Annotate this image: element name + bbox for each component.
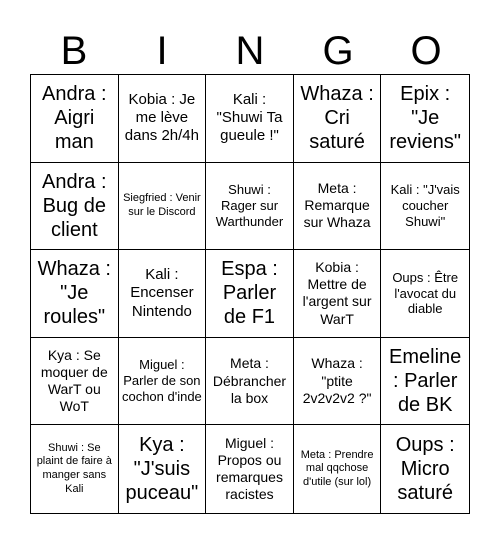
cell-text: Meta : Remarque sur Whaza (303, 180, 371, 231)
cell-text: Espa : Parler de F1 (221, 258, 278, 329)
header-letter-i: I (156, 29, 168, 73)
cell-text: Meta : Débrancher la box (212, 355, 287, 406)
bingo-cell[interactable] (294, 75, 382, 163)
cell-text: Emeline : Parler de BK (389, 346, 462, 417)
bingo-cell[interactable] (31, 75, 119, 163)
bingo-cell[interactable] (119, 163, 207, 251)
bingo-cell[interactable] (119, 425, 207, 513)
cell-text: Andra : Aigri man (42, 83, 107, 154)
bingo-cell[interactable] (381, 425, 469, 513)
bingo-cell[interactable] (381, 163, 469, 251)
bingo-cell[interactable] (206, 425, 294, 513)
cell-text: Kali : "J'vais coucher Shuwi" (390, 182, 460, 229)
cell-text: Epix : "Je reviens" (389, 83, 461, 154)
cell-text: Kya : Se moquer de WarT ou WoT (40, 346, 108, 415)
cell-text: Kobia : Je me lève dans 2h/4h (124, 90, 199, 145)
bingo-cell[interactable] (381, 250, 469, 338)
cell-text: Miguel : Parler de son cochon d'inde (121, 357, 202, 405)
header-letter-b: B (60, 29, 88, 73)
bingo-cell[interactable] (294, 250, 382, 338)
bingo-cell[interactable] (294, 338, 382, 426)
bingo-cell[interactable] (31, 250, 119, 338)
bingo-cell[interactable] (206, 338, 294, 426)
cell-text: Kali : "Shuwi Ta gueule !" (216, 90, 283, 145)
cell-text: Whaza : "ptite 2v2v2v2 ?" (302, 355, 372, 406)
bingo-cell[interactable] (31, 425, 119, 513)
header-letter-n: N (235, 29, 265, 73)
header-letter-g: G (322, 29, 354, 73)
bingo-cell[interactable] (31, 163, 119, 251)
cell-text: Whaza : Cri saturé (300, 83, 374, 154)
bingo-grid (30, 74, 470, 514)
cell-text: Shuwi : Rager sur Warthunder (215, 182, 284, 229)
bingo-cell[interactable] (119, 250, 207, 338)
bingo-cell[interactable] (294, 425, 382, 513)
cell-text: Meta : Prendre mal qqchose d'utile (sur lol) (300, 448, 374, 489)
bingo-cell[interactable] (31, 338, 119, 426)
cell-text: Oups : Être l'avocat du diable (392, 269, 459, 317)
bingo-cell[interactable] (381, 338, 469, 426)
cell-text: Shuwi : Se plaint de faire à manger sans Kali (36, 441, 112, 495)
header-letter-o: O (410, 29, 442, 73)
bingo-cell[interactable] (381, 75, 469, 163)
cell-text: Oups : Micro saturé (395, 434, 455, 505)
cell-text: Siegfried : Venir sur le Discord (123, 192, 201, 218)
cell-text: Andra : Bug de client (42, 170, 107, 241)
bingo-cell[interactable] (206, 75, 294, 163)
bingo-cell[interactable] (206, 250, 294, 338)
bingo-cell[interactable] (206, 163, 294, 251)
bingo-cell[interactable] (119, 75, 207, 163)
bingo-cell[interactable] (294, 163, 382, 251)
cell-text: Kya : "J'suis puceau" (125, 434, 199, 505)
cell-text: Whaza : "Je roules" (37, 258, 111, 329)
bingo-cell[interactable] (119, 338, 207, 426)
cell-text: Miguel : Propos ou remarques racistes (216, 435, 283, 503)
cell-text: Kobia : Mettre de l'argent sur WarT (302, 259, 372, 327)
bingo-header (30, 28, 470, 74)
cell-text: Kali : Encenser Nintendo (130, 266, 194, 320)
